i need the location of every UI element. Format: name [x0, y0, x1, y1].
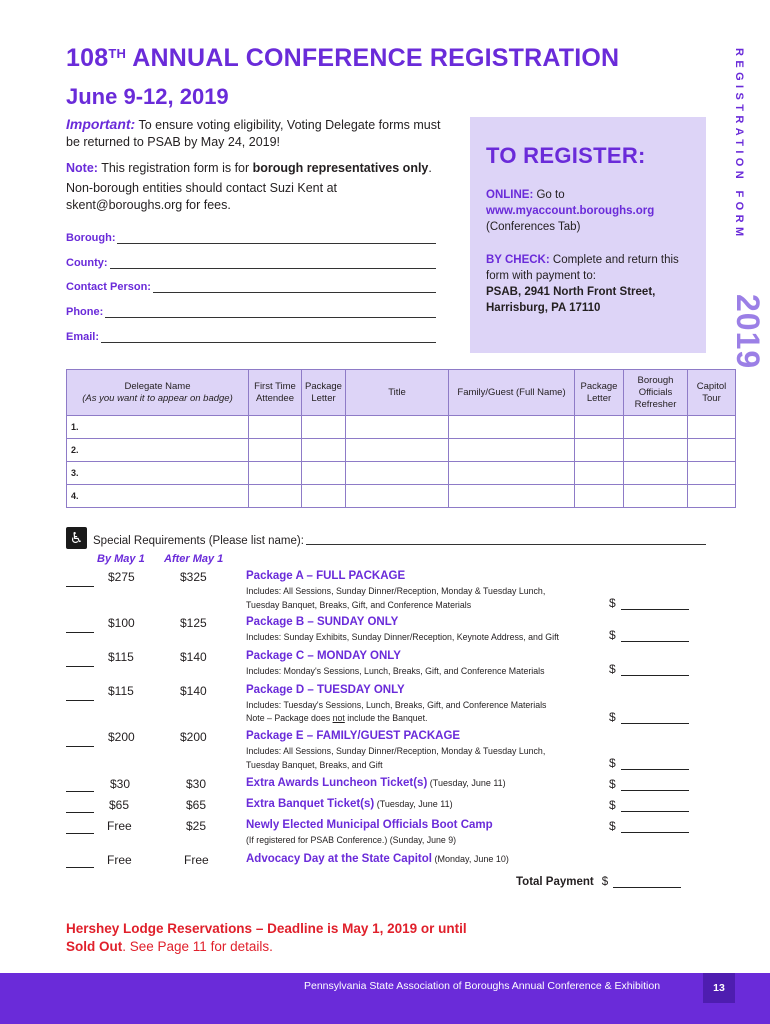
amount-field[interactable]	[609, 819, 689, 833]
dollar-sign: $	[609, 710, 616, 724]
cell[interactable]	[624, 485, 688, 508]
package-sub: (Tuesday, June 11)	[427, 778, 506, 788]
amount-field[interactable]	[609, 777, 689, 791]
package-name: Package C – MONDAY ONLY	[246, 650, 401, 662]
price-late: $25	[186, 819, 207, 833]
check-text: Complete and return this form with payment to:	[486, 254, 679, 282]
sidebar	[726, 48, 766, 370]
table-row[interactable]	[67, 439, 736, 462]
dollar-sign: $	[609, 596, 616, 610]
dollar-sign: $	[609, 662, 616, 676]
dollar-sign: $	[609, 777, 616, 791]
price-late: $140	[180, 650, 207, 664]
total-label: Total Payment	[516, 876, 594, 888]
price-late: $325	[180, 570, 207, 584]
col-package: Package Letter	[302, 370, 346, 416]
amount-line[interactable]	[621, 714, 689, 724]
amount-field[interactable]	[609, 662, 689, 676]
package-sub: (Tuesday, June 11)	[374, 799, 453, 809]
package-note	[246, 711, 596, 725]
important-text: To ensure voting eligibility, Voting Delegate forms must be returned to PSAB by May 24, 2019!	[66, 118, 441, 149]
cell[interactable]	[688, 416, 736, 439]
qty-blank[interactable]	[66, 700, 94, 701]
special-label: Special Requirements (Please list name):	[93, 535, 304, 547]
cell[interactable]	[302, 462, 346, 485]
price-early: Free	[107, 819, 132, 833]
note-underline: not	[332, 713, 345, 723]
register-link[interactable]: www.myaccount.boroughs.org	[486, 205, 655, 217]
important-label: Important:	[66, 116, 136, 132]
amount-line[interactable]	[621, 632, 689, 642]
register-tab: (Conferences Tab)	[486, 221, 581, 233]
hershey-notice	[66, 920, 486, 956]
table-row[interactable]	[67, 416, 736, 439]
price-early: $115	[108, 650, 134, 664]
col-name-sub: (As you want it to appear on badge)	[82, 392, 233, 404]
sidebar-label: REGISTRATION FORM	[733, 48, 745, 241]
special-requirements[interactable]	[66, 527, 706, 549]
package-name: Package B – SUNDAY ONLY	[246, 616, 399, 628]
note	[66, 160, 466, 177]
conference-dates: June 9-12, 2019	[66, 84, 229, 109]
cell[interactable]	[688, 462, 736, 485]
package-sub: (Monday, June 10)	[431, 854, 509, 864]
package-name	[246, 853, 509, 865]
price-early: $65	[109, 798, 130, 812]
price-late: $125	[180, 616, 207, 630]
amount-field[interactable]	[609, 628, 689, 642]
cell[interactable]	[346, 416, 449, 439]
price-late: $65	[186, 798, 207, 812]
col-refresher: Borough Officials Refresher	[624, 370, 688, 416]
cell[interactable]	[302, 416, 346, 439]
col-family: Family/Guest (Full Name)	[449, 370, 575, 416]
amount-field[interactable]	[609, 596, 689, 610]
hershey-bold: Hershey Lodge Reservations – Deadline is May 1, 2019 or until Sold Out	[66, 921, 467, 954]
table-row[interactable]	[67, 462, 736, 485]
note-post: include the Banquet.	[344, 713, 428, 723]
contact-input-line[interactable]	[153, 283, 436, 293]
qty-blank[interactable]	[66, 791, 94, 792]
important-notice	[66, 116, 456, 151]
price-late: $200	[180, 730, 207, 744]
price-late: $140	[180, 684, 207, 698]
delegate-table	[66, 369, 736, 508]
amount-line[interactable]	[621, 760, 689, 770]
price-late: Free	[184, 853, 209, 867]
cell[interactable]	[575, 416, 624, 439]
note-label: Note:	[66, 161, 98, 175]
price-early: $275	[108, 570, 135, 584]
cell[interactable]	[249, 462, 302, 485]
phone-label: Phone:	[66, 306, 104, 318]
title-number: 108	[66, 44, 109, 72]
col-package2: Package Letter	[575, 370, 624, 416]
qty-blank[interactable]	[66, 746, 94, 747]
table-row[interactable]	[67, 485, 736, 508]
package-name: Package D – TUESDAY ONLY	[246, 684, 405, 696]
dollar-sign: $	[609, 628, 616, 642]
cell[interactable]	[688, 439, 736, 462]
price-early: Free	[107, 853, 132, 867]
register-box	[470, 117, 706, 353]
title-suffix: TH	[108, 46, 127, 61]
dollar-sign: $	[609, 798, 616, 812]
register-heading: TO REGISTER:	[486, 143, 646, 168]
cell[interactable]	[449, 462, 575, 485]
amount-line[interactable]	[621, 802, 689, 812]
package-name	[246, 798, 453, 810]
package-name: Package A – FULL PACKAGE	[246, 570, 406, 582]
price-after-header: After May 1	[164, 553, 224, 565]
contact-label: Contact Person:	[66, 281, 151, 293]
dollar-sign: $	[609, 819, 616, 833]
qty-blank[interactable]	[66, 632, 94, 633]
amount-field[interactable]	[609, 798, 689, 812]
dollar-sign: $	[609, 756, 616, 770]
cell[interactable]	[575, 485, 624, 508]
col-capitol: Capitol Tour	[688, 370, 736, 416]
email-field[interactable]	[66, 331, 436, 343]
price-early: $100	[108, 616, 135, 630]
cell[interactable]	[249, 485, 302, 508]
package-title: Extra Awards Luncheon Ticket(s)	[246, 777, 428, 789]
qty-blank[interactable]	[66, 812, 94, 813]
price-early: $30	[110, 777, 131, 791]
contact-field[interactable]	[66, 281, 436, 293]
cell[interactable]	[302, 439, 346, 462]
register-online	[486, 187, 690, 203]
borough-field[interactable]	[66, 232, 436, 244]
amount-line[interactable]	[621, 823, 689, 833]
page-number: 13	[703, 973, 735, 1003]
package-title: Extra Banquet Ticket(s)	[246, 798, 375, 810]
qty-blank[interactable]	[66, 867, 94, 868]
county-input-line[interactable]	[110, 259, 436, 269]
cell[interactable]	[346, 439, 449, 462]
cell[interactable]	[249, 416, 302, 439]
check-label: BY CHECK:	[486, 254, 550, 266]
row-number[interactable]: 3.	[67, 462, 249, 485]
cell[interactable]	[624, 416, 688, 439]
package-name: Package E – FAMILY/GUEST PACKAGE	[246, 730, 461, 742]
nonborough-notice: Non-borough entities should contact Suzi Kent at skent@boroughs.org for fees.	[66, 181, 338, 212]
price-by-header: By May 1	[97, 553, 145, 565]
online-text: Go to	[533, 189, 565, 201]
package-title: Advocacy Day at the State Capitol	[246, 853, 432, 865]
note-bold: borough representatives only	[252, 161, 429, 175]
amount-line[interactable]	[621, 781, 689, 791]
footer-text: Pennsylvania State Association of Boroughs Annual Conference & Exhibition	[304, 980, 661, 992]
total-payment[interactable]	[516, 876, 681, 888]
online-label: ONLINE:	[486, 189, 534, 201]
row-number[interactable]: 1.	[67, 416, 249, 439]
county-label: County:	[66, 257, 108, 269]
price-late: $30	[186, 777, 207, 791]
email-label: Email:	[66, 331, 100, 343]
borough-input-line[interactable]	[117, 234, 436, 244]
package-desc: Includes: All Sessions, Sunday Dinner/Reception, Monday & Tuesday Lunch, Tuesday Banquet, Breaks, Gift, and Conference Materials	[246, 586, 546, 610]
phone-input-line[interactable]	[105, 308, 436, 318]
price-early: $115	[108, 684, 134, 698]
cell[interactable]	[575, 439, 624, 462]
email-input-line[interactable]	[101, 333, 436, 343]
page-title	[66, 44, 619, 73]
accessibility-icon: ♿	[66, 527, 87, 549]
special-input-line[interactable]	[306, 535, 706, 545]
register-url[interactable]	[486, 203, 690, 219]
register-address: PSAB, 2941 North Front Street, Harrisburg, PA 17110	[486, 286, 656, 314]
note-text: This registration form is for	[97, 161, 253, 175]
package-desc: Includes: Sunday Exhibits, Sunday Dinner/Reception, Keynote Address, and Gift	[246, 632, 559, 642]
col-title: Title	[346, 370, 449, 416]
package-desc: Includes: Monday's Sessions, Lunch, Breaks, Gift, and Conference Materials	[246, 666, 545, 676]
cell[interactable]	[624, 462, 688, 485]
package-desc: (If registered for PSAB Conference.) (Sunday, June 9)	[246, 835, 457, 845]
cell[interactable]	[449, 485, 575, 508]
package-name	[246, 777, 506, 789]
cell[interactable]	[575, 462, 624, 485]
amount-field[interactable]	[609, 756, 689, 770]
phone-field[interactable]	[66, 306, 436, 318]
row-number[interactable]: 2.	[67, 439, 249, 462]
col-name-label: Delegate Name	[124, 380, 191, 392]
amount-line[interactable]	[621, 666, 689, 676]
title-text: ANNUAL CONFERENCE REGISTRATION	[126, 44, 620, 72]
delegate-header-row	[67, 370, 736, 416]
cell[interactable]	[449, 439, 575, 462]
dollar-sign: $	[601, 876, 609, 888]
qty-blank[interactable]	[66, 833, 94, 834]
cell[interactable]	[346, 485, 449, 508]
qty-blank[interactable]	[66, 586, 94, 587]
cell[interactable]	[624, 439, 688, 462]
qty-blank[interactable]	[66, 666, 94, 667]
borough-label: Borough:	[66, 232, 116, 244]
total-line[interactable]	[613, 878, 681, 888]
note-end: .	[428, 161, 432, 175]
col-first-time: First Time Attendee	[249, 370, 302, 416]
package-name: Newly Elected Municipal Officials Boot Camp	[246, 819, 493, 831]
county-field[interactable]	[66, 257, 436, 269]
cell[interactable]	[249, 439, 302, 462]
footer	[0, 973, 770, 1024]
note-pre: Note – Package does	[246, 713, 333, 723]
package-desc: Includes: Tuesday's Sessions, Lunch, Breaks, Gift, and Conference Materials	[246, 700, 547, 710]
register-check	[486, 252, 690, 284]
amount-line[interactable]	[621, 600, 689, 610]
hershey-normal: . See Page 11 for details.	[122, 939, 273, 954]
col-delegate-name	[67, 370, 249, 416]
cell[interactable]	[346, 462, 449, 485]
amount-field[interactable]	[609, 710, 689, 724]
sidebar-year: 2019	[730, 294, 766, 370]
package-desc: Includes: All Sessions, Sunday Dinner/Reception, Monday & Tuesday Lunch, Tuesday Banquet, Breaks, and Gift	[246, 746, 546, 770]
cell[interactable]	[449, 416, 575, 439]
cell[interactable]	[688, 485, 736, 508]
row-number[interactable]: 4.	[67, 485, 249, 508]
cell[interactable]	[302, 485, 346, 508]
price-early: $200	[108, 730, 135, 744]
